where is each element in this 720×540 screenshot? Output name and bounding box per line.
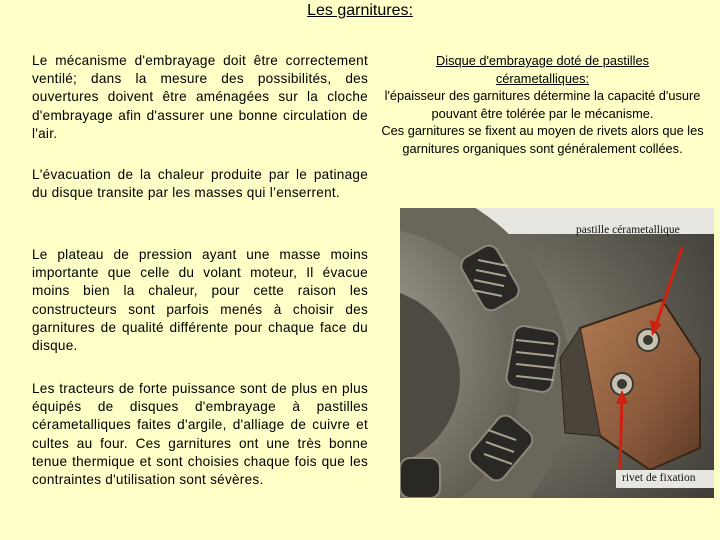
- caption-line1: l'épaisseur des garnitures détermine la capacité d'usure: [384, 88, 701, 104]
- caption-line4: garnitures organiques sont généralement collées.: [402, 140, 683, 156]
- label-pastille: pastille cérametallique: [576, 224, 680, 236]
- caption-line3: Ces garnitures se fixent au moyen de rivets alors que les: [381, 123, 704, 139]
- paragraph-pressure-plate: Le plateau de pression ayant une masse moins importante que celle du volant moteur, Il évacue moins bien la chaleur, pour cette raison les constructeurs sont parfois menés à choisir des garnitures de qualité différente pour chaque face du disque.: [32, 247, 368, 354]
- page-title: Les garnitures:: [307, 2, 413, 19]
- caption-heading-line1: Disque d'embrayage doté de pastilles: [435, 53, 649, 68]
- caption-line2: pouvant être tolérée par le mécanisme.: [431, 105, 654, 121]
- label-rivet: rivet de fixation: [622, 472, 696, 484]
- caption-block: [380, 52, 705, 158]
- caption-heading-line2: cérametalliques:: [495, 70, 590, 86]
- paragraph-heat-evacuation: L'évacuation de la chaleur produite par le patinage du disque transite par les masses qui l’enserrent.: [32, 167, 368, 201]
- clutch-disc-illustration: [400, 208, 714, 498]
- clutch-disc-photo: [400, 208, 714, 498]
- paragraph-tractors: Les tracteurs de forte puissance sont de plus en plus équipés de disques d'embrayage à pastilles cérametalliques faites d'argile, d'alliage de cuivre et cultes au four. Ces garnitures ont une très bonne tenue thermique et sont choisies chaque fois que les contraintes d'utilisation sont sévères.: [32, 381, 368, 488]
- paragraph-ventilation: Le mécanisme d'embrayage doit être correctement ventilé; dans la mesure des possibilités, des ouvertures doivent être aménagées sur la cloche d'embrayage afin d'assurer une bonne circulation de l'air.: [32, 53, 368, 141]
